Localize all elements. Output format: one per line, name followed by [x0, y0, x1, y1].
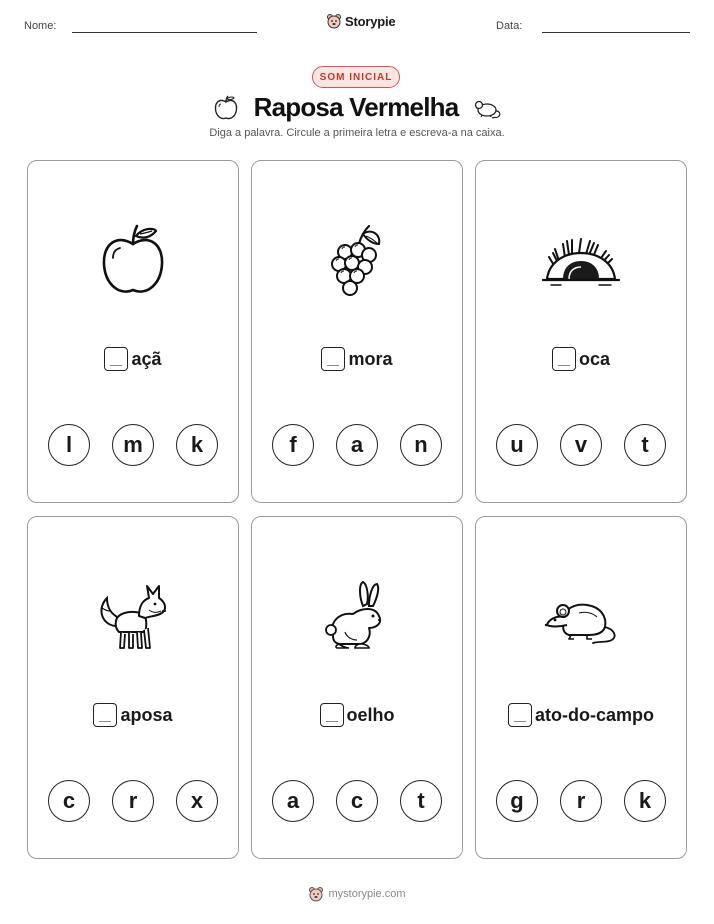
letter-choice[interactable]: r	[560, 780, 602, 822]
letter-choice[interactable]: x	[176, 780, 218, 822]
letter-choice[interactable]: m	[112, 424, 154, 466]
letter-choice[interactable]: f	[272, 424, 314, 466]
category-badge: SOM INICIAL	[312, 66, 400, 88]
letter-choice[interactable]: k	[176, 424, 218, 466]
date-field-line[interactable]	[542, 32, 690, 33]
grapes-icon	[317, 222, 397, 302]
exercise-card-2	[251, 160, 463, 503]
bear-mascot-icon	[326, 13, 342, 29]
brand-name: Storypie	[345, 13, 396, 29]
word-ending: oca	[578, 348, 611, 369]
exercise-card-5	[251, 516, 463, 859]
answer-box[interactable]	[321, 347, 345, 371]
rabbit-icon	[317, 578, 397, 658]
name-field-line[interactable]	[72, 32, 257, 33]
title-row	[0, 92, 714, 123]
letter-choice[interactable]: l	[48, 424, 90, 466]
letter-choice[interactable]: g	[496, 780, 538, 822]
brand-logo	[326, 13, 395, 29]
apple-icon	[212, 94, 240, 122]
date-label: Data:	[496, 20, 523, 32]
answer-box[interactable]	[104, 347, 128, 371]
word-ending: açã	[131, 348, 162, 369]
letter-choice[interactable]: c	[336, 780, 378, 822]
answer-box[interactable]	[552, 347, 576, 371]
letter-choice[interactable]: a	[336, 424, 378, 466]
answer-box[interactable]	[320, 703, 344, 727]
letter-choice[interactable]: t	[624, 424, 666, 466]
footer	[0, 886, 714, 902]
letter-choice[interactable]: k	[624, 780, 666, 822]
mouse-icon	[472, 96, 502, 120]
letter-choice[interactable]: v	[560, 424, 602, 466]
answer-box[interactable]	[93, 703, 117, 727]
name-label: Nome:	[24, 20, 57, 32]
letter-choice[interactable]: r	[112, 780, 154, 822]
exercise-card-6	[475, 516, 687, 859]
letter-choice[interactable]: t	[400, 780, 442, 822]
answer-box[interactable]	[508, 703, 532, 727]
apple-icon	[93, 222, 173, 302]
bear-mascot-icon	[308, 886, 324, 902]
burrow-icon	[541, 227, 621, 297]
mouse-icon	[541, 583, 621, 653]
letter-choice[interactable]: c	[48, 780, 90, 822]
word-ending: mora	[348, 348, 393, 369]
word-ending: oelho	[346, 704, 395, 725]
word-ending: ato-do-campo	[535, 704, 654, 725]
letter-choice[interactable]: a	[272, 780, 314, 822]
exercise-card-1	[27, 160, 239, 503]
exercise-card-4	[27, 516, 239, 859]
word-ending: aposa	[120, 704, 173, 725]
letter-choice[interactable]: n	[400, 424, 442, 466]
instructions: Diga a palavra. Circule a primeira letra e escreva-a na caixa.	[209, 127, 505, 139]
exercise-card-3	[475, 160, 687, 503]
footer-url[interactable]: mystorypie.com	[328, 888, 406, 900]
letter-choice[interactable]: u	[496, 424, 538, 466]
fox-icon	[93, 578, 173, 658]
page-title: Raposa Vermelha	[253, 92, 459, 122]
